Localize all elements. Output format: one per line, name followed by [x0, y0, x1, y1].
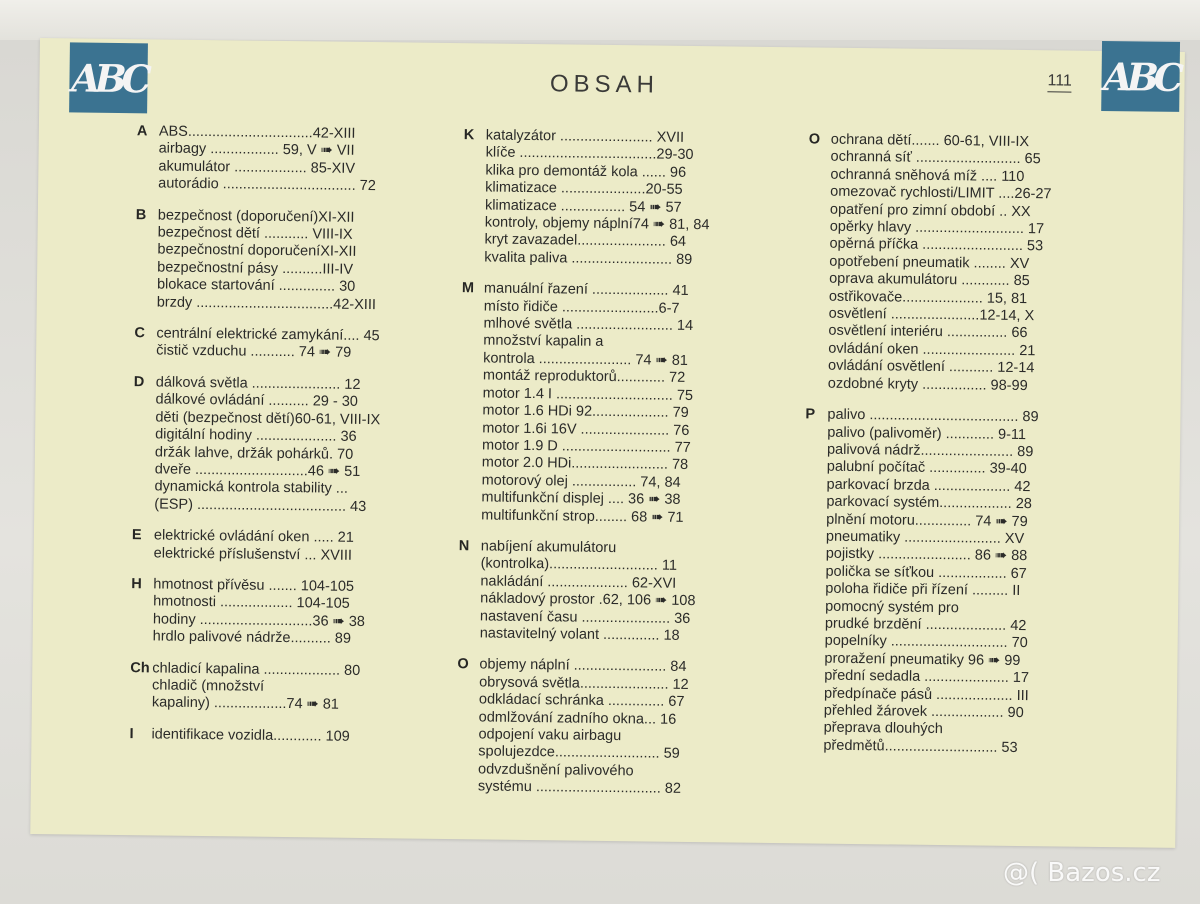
- index-entry: spolujezdce.......................... 59: [478, 743, 680, 763]
- index-entry: palivová nádrž....................... 89: [826, 441, 1034, 461]
- index-entry: opěrná příčka ......................... 53: [829, 236, 1044, 255]
- index-entry: chladič (množství: [152, 677, 265, 695]
- index-entry: kontrola ....................... 74 ➠ 81: [483, 350, 688, 369]
- index-entry: motor 1.9 D ........................... 77: [481, 437, 691, 456]
- index-entry: nabíjení akumulátoru: [480, 538, 617, 557]
- page-number: 111: [1047, 72, 1072, 92]
- index-entry: ostřikovače.................... 15, 81: [828, 288, 1028, 307]
- index-entry: odkládací schránka .............. 67: [478, 691, 685, 711]
- index-entries: [158, 123, 447, 196]
- index-group: [456, 657, 778, 800]
- index-entry: multifunkční displej .... 36 ➠ 38: [481, 489, 681, 508]
- index-entry: polička se síťkou ................. 67: [825, 563, 1027, 582]
- index-entry: pneumatiky ........................ XV: [825, 528, 1025, 547]
- index-entry: ovládání oken ....................... 21: [828, 340, 1036, 360]
- index-entry: přeprava dlouhých: [823, 720, 944, 738]
- index-entry: pojistky ....................... 86 ➠ 88: [825, 545, 1028, 565]
- index-entries: [823, 407, 1125, 759]
- index-entry: množství kapalin a: [483, 332, 604, 351]
- index-entry: klika pro demontáž kola ...... 96: [485, 162, 687, 181]
- index-entry: objemy náplní ....................... 84: [479, 656, 687, 676]
- index-entry: bezpečnostní pásy ..........III-IV: [157, 259, 354, 278]
- index-entry: multifunkční strop........ 68 ➠ 71: [481, 506, 684, 526]
- index-entry: přední sedadla ..................... 17: [824, 667, 1030, 687]
- index-entry: bezpečnost (doporučení)XI-XII: [157, 207, 355, 226]
- index-entry: poloha řidiče při řízení ......... II: [825, 580, 1021, 600]
- index-entry: dálková světla ...................... 12: [155, 374, 361, 393]
- index-entry: motor 1.6 HDi 92................... 79: [482, 402, 689, 422]
- index-entry: hmotnosti .................. 104-105: [153, 593, 350, 613]
- index-entry: plnění motoru.............. 74 ➠ 79: [826, 511, 1028, 530]
- index-entry: systému ............................... 82: [477, 778, 682, 798]
- index-entry: opěrky hlavy ........................... 17: [829, 218, 1045, 238]
- index-entry: bezpečnostní doporučeníXI-XII: [157, 241, 357, 261]
- index-group: [131, 576, 442, 649]
- index-entry: autorádio ................................. 72: [158, 175, 376, 195]
- index-letter: I: [129, 725, 134, 742]
- index-group: [136, 123, 447, 196]
- index-entry: elektrické příslušenství ... XVIII: [153, 544, 353, 564]
- background-edge: [0, 0, 1200, 40]
- index-entry: dveře ............................46 ➠ 51: [154, 461, 361, 480]
- index-entry: kontroly, objemy náplní74 ➠ 81, 84: [484, 214, 710, 234]
- index-group: [806, 131, 1129, 396]
- index-column-2: [456, 127, 784, 813]
- index-entries: [157, 207, 446, 315]
- index-entry: palivo (palivoměr) ............ 9-11: [827, 424, 1027, 443]
- index-entries: [481, 281, 782, 528]
- index-letter: O: [808, 131, 821, 148]
- index-entry: hmotnost přívěsu ....... 104-105: [153, 576, 355, 595]
- index-entry: předmětů............................ 53: [823, 737, 1018, 756]
- index-entry: dálkové ovládání .......... 29 - 30: [155, 391, 359, 411]
- index-group: [462, 127, 784, 270]
- index-entries: [154, 528, 442, 566]
- index-entry: odpojení vaku airbagu: [478, 726, 622, 745]
- abc-logo-right: ABC: [1101, 41, 1180, 112]
- index-letter: M: [461, 280, 475, 297]
- index-entry: prudké brzdění .................... 42: [824, 615, 1027, 635]
- index-letter: D: [133, 374, 145, 391]
- index-entry: mlhové světla ........................ 14: [483, 315, 694, 335]
- index-entry: motor 1.6i 16V ...................... 76: [482, 419, 690, 439]
- index-entry: klimatizace .....................20-55: [485, 179, 683, 199]
- index-entry: osvětlení interiéru ............... 66: [828, 323, 1028, 342]
- index-entry: nastavitelný volant .............. 18: [479, 625, 680, 644]
- index-entry: palivo ..................................... 89: [827, 406, 1039, 426]
- index-entry: nastavení času ...................... 36: [479, 607, 691, 627]
- index-entry: airbagy ................. 59, V ➠ VII: [158, 140, 355, 160]
- index-entry: osvětlení ......................12-14, X: [828, 305, 1035, 325]
- index-entry: hrdlo palivové nádrže.......... 89: [152, 628, 352, 647]
- index-entries: [484, 127, 784, 270]
- index-letter: A: [136, 123, 148, 140]
- index-entry: obrysová světla...................... 12: [479, 674, 689, 693]
- index-group: [132, 374, 444, 517]
- index-entry: parkovací brzda ................... 42: [826, 476, 1031, 495]
- index-letter: P: [805, 406, 816, 423]
- index-column-1: [129, 123, 447, 761]
- index-entry: akumulátor .................. 85-XIV: [158, 158, 356, 177]
- index-entry: ochrana dětí....... 60-61, VIII-IX: [830, 131, 1030, 151]
- index-entry: nakládání .................... 62-XVI: [480, 573, 677, 592]
- watermark: @( Bazos.cz: [1003, 858, 1161, 888]
- index-group: [130, 660, 441, 716]
- index-group: [458, 538, 779, 646]
- index-entry: manuální řazení ................... 41: [483, 280, 689, 300]
- index-entry: blokace startování .............. 30: [156, 276, 356, 296]
- index-entry: klimatizace ................ 54 ➠ 57: [484, 197, 682, 216]
- index-entry: ABS...............................42-XIII: [158, 123, 356, 142]
- index-entry: montáž reproduktorů............ 72: [482, 367, 686, 387]
- index-entries: [153, 576, 442, 649]
- page-title: OBSAH: [549, 70, 660, 99]
- index-entry: čistič vzduchu ........... 74 ➠ 79: [156, 342, 352, 362]
- index-letter: Ch: [130, 659, 150, 676]
- index-entry: pomocný systém pro: [825, 598, 959, 616]
- index-entries: [478, 657, 778, 800]
- index-entry: hodiny ............................36 ➠ 38: [152, 611, 366, 630]
- index-entry: místo řidiče ........................6-7: [483, 298, 680, 317]
- index-entry: klíče ..................................29-30: [485, 144, 694, 164]
- index-entry: digitální hodiny .................... 36: [155, 426, 357, 445]
- index-entry: ochranná sněhová míž .... 110: [830, 166, 1025, 185]
- index-page: [30, 38, 1185, 848]
- index-entry: omezovač rychlosti/LIMIT ....26-27: [830, 183, 1052, 203]
- index-entries: [156, 326, 444, 364]
- index-group: [801, 406, 1125, 758]
- index-entry: proražení pneumatiky 96 ➠ 99: [824, 650, 1021, 669]
- index-letter: C: [134, 325, 145, 342]
- index-entry: katalyzátor ....................... XVII: [485, 127, 685, 146]
- index-entry: odvzdušnění palivového: [478, 761, 634, 780]
- index-letter: B: [135, 206, 147, 223]
- index-entry: dynamická kontrola stability ...: [154, 478, 349, 498]
- index-entry: ozdobné kryty ................ 98-99: [827, 375, 1028, 394]
- index-entry: parkovací systém.................. 28: [826, 493, 1032, 513]
- index-entry: opatření pro zimní období .. XX: [829, 201, 1031, 220]
- index-entry: popelníky ............................. 70: [824, 633, 1028, 652]
- index-entry: elektrické ovládání oken ..... 21: [153, 527, 354, 546]
- index-entry: centrální elektrické zamykání.... 45: [156, 325, 380, 345]
- index-entry: (kontrolka)........................... 11: [480, 555, 678, 575]
- index-entry: opotřebení pneumatik ........ XV: [829, 253, 1030, 272]
- index-letter: N: [458, 538, 470, 555]
- index-entry: děti (bezpečnost dětí)60-61, VIII-IX: [155, 409, 381, 428]
- index-entries: [154, 374, 444, 517]
- index-entry: ovládání osvětlení ........... 12-14: [827, 357, 1035, 377]
- index-entry: oprava akumulátoru ............ 85: [829, 270, 1030, 290]
- index-letter: O: [457, 656, 469, 673]
- index-letter: K: [463, 127, 475, 144]
- abc-logo-left: ABC: [69, 42, 148, 113]
- index-entry: motor 1.4 I ............................. 75: [482, 385, 694, 404]
- index-entry: kapaliny) ..................74 ➠ 81: [151, 694, 340, 714]
- index-letter: E: [131, 527, 142, 544]
- index-entry: kvalita paliva ......................... 89: [484, 249, 693, 268]
- index-column-3: [801, 131, 1129, 772]
- index-entry: nákladový prostor .62, 106 ➠ 108: [480, 590, 696, 610]
- index-entries: [828, 132, 1129, 397]
- index-entry: bezpečnost dětí ........... VIII-IX: [157, 224, 353, 243]
- index-entry: (ESP) ..................................... 43: [154, 496, 367, 515]
- index-entry: kryt zavazadel...................... 64: [484, 231, 687, 251]
- index-group: [134, 325, 444, 364]
- index-entry: palubní počítač .............. 39-40: [826, 458, 1027, 478]
- index-entry: motor 2.0 HDi........................ 78: [481, 454, 689, 474]
- index-group: [129, 726, 439, 747]
- index-group: [132, 527, 442, 566]
- index-entries: [151, 726, 439, 747]
- index-group: [135, 207, 446, 315]
- index-entry: přehled žárovek .................. 90: [823, 702, 1024, 722]
- index-entries: [480, 538, 779, 646]
- index-entry: chladicí kapalina ................... 80: [152, 659, 361, 679]
- index-entries: [152, 660, 441, 716]
- index-entry: držák lahve, držák pohárků. 70: [154, 443, 354, 463]
- index-entry: brzdy ..................................42-XIII: [156, 294, 377, 313]
- index-entry: ochranná síť .......................... 65: [830, 149, 1041, 168]
- index-entry: motorový olej ................ 74, 84: [481, 472, 681, 491]
- index-entry: předpínače pásů ................... III: [823, 685, 1029, 704]
- index-entry: odmlžování zadního okna... 16: [478, 709, 677, 728]
- index-letter: H: [131, 576, 142, 593]
- index-group: [459, 280, 782, 528]
- index-entry: identifikace vozidla............ 109: [151, 726, 350, 745]
